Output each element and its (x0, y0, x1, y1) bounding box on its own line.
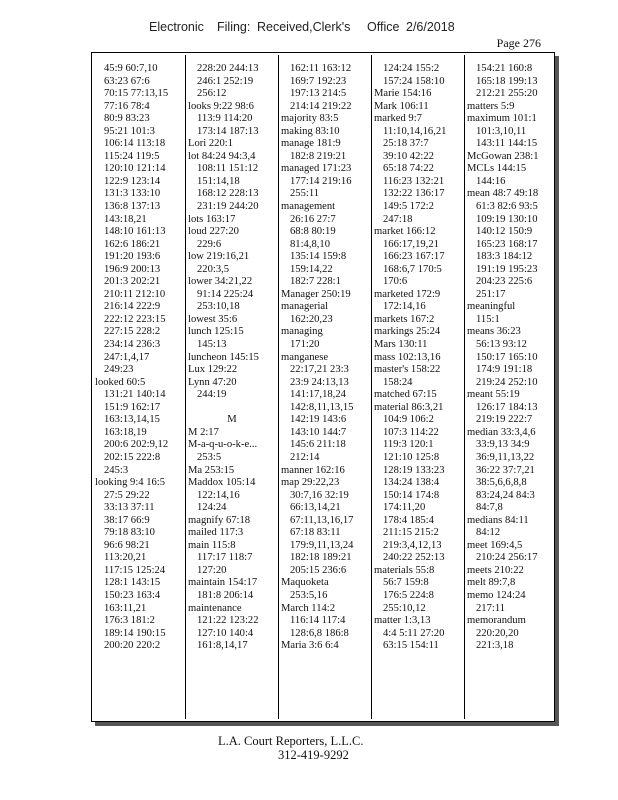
index-entry: 219:24 252:10 (476, 376, 538, 388)
index-entry: marked 9:7 (374, 113, 422, 125)
index-entry: 168:12 228:13 (197, 188, 259, 200)
index-entry: 150:14 174:8 (383, 489, 440, 501)
index-entry: manner 162:16 (281, 464, 345, 476)
index-entry: 162:20,23 (290, 313, 333, 325)
index-entry: 151:14,18 (197, 175, 240, 187)
index-entry: 150:17 165:10 (476, 351, 538, 363)
index-column-1 (95, 63, 183, 653)
index-entry: Ma 253:15 (188, 464, 235, 476)
index-entry: 81:4,8,10 (290, 238, 331, 250)
index-entry: 162:6 186:21 (104, 238, 161, 250)
index-entry: 145:6 211:18 (290, 439, 346, 451)
index-entry: map 29:22,23 (281, 477, 340, 489)
index-entry: 217:11 (476, 602, 506, 614)
index-entry: manganese (281, 351, 329, 363)
index-entry: 67:11,13,16,17 (290, 514, 354, 526)
index-entry: 120:10 121:14 (104, 163, 166, 175)
index-entry: 161:8,14,17 (197, 640, 248, 652)
index-entry: Mars 130:11 (374, 339, 428, 351)
index-entry: 150:23 163:4 (104, 589, 161, 601)
index-entry: 181:8 206:14 (197, 589, 254, 601)
index-entry: 124:24 (197, 502, 227, 514)
index-entry: Maquoketa (281, 577, 329, 589)
index-entry: 115:24 119:5 (104, 150, 160, 162)
index-entry: luncheon 145:15 (188, 351, 259, 363)
index-entry: 182:18 189:21 (290, 552, 352, 564)
index-entry: 122:14,16 (197, 489, 240, 501)
index-entry: 162:11 163:12 (290, 63, 352, 74)
index-entry: matched 67:15 (374, 389, 437, 401)
index-entry: loud 227:20 (188, 226, 239, 238)
index-entry: 211:15 215:2 (383, 527, 439, 539)
index-entry: markings 25:24 (374, 326, 441, 338)
column-divider (278, 55, 279, 719)
index-letter-heading: M (227, 414, 237, 426)
index-entry: 227:15 228:2 (104, 326, 161, 338)
index-entry: 117:17 118:7 (197, 552, 253, 564)
index-entry: 119:3 120:1 (383, 439, 434, 451)
index-entry: Lori 220:1 (188, 138, 234, 150)
index-entry: 121:22 123:22 (197, 615, 259, 627)
index-entry: managing (281, 326, 323, 338)
index-entry: 212:14 (290, 451, 320, 463)
index-entry: 22:17,21 23:3 (290, 364, 349, 376)
index-entry: 144:16 (476, 175, 506, 187)
index-entry: 80:9 83:23 (104, 113, 150, 125)
index-entry: 221:3,18 (476, 640, 514, 652)
index-entry: 202:15 222:8 (104, 451, 161, 463)
index-entry: 96:6 98:21 (104, 539, 150, 551)
index-entry: 247:18 (383, 213, 413, 225)
index-entry: magnify 67:18 (188, 514, 251, 526)
header-filing: Filing: (217, 20, 251, 34)
index-entry: 148:10 161:13 (104, 226, 166, 238)
index-entry: 91:14 225:24 (197, 288, 254, 300)
index-entry: maintain 154:17 (188, 577, 258, 589)
index-entry: 219:3,4,12,13 (383, 539, 442, 551)
index-entry: 251:17 (476, 288, 506, 300)
column-divider (464, 55, 465, 719)
index-entry: 247:1,4,17 (104, 351, 150, 363)
index-entry: 165:18 199:13 (476, 75, 538, 87)
index-entry: 106:14 113:18 (104, 138, 166, 150)
index-entry: 30:7,16 32:19 (290, 489, 349, 501)
index-entry: manage 181:9 (281, 138, 341, 150)
index-entry: 157:24 158:10 (383, 75, 445, 87)
index-entry: 200:20 220:2 (104, 640, 161, 652)
index-entry: 65:18 74:22 (383, 163, 434, 175)
index-entry: 11:10,14,16,21 (383, 125, 447, 137)
index-entry: 176:3 181:2 (104, 615, 155, 627)
index-entry: 70:15 77:13,15 (104, 88, 169, 100)
index-entry: lots 163:17 (188, 213, 236, 225)
index-entry: 163:11,21 (104, 602, 147, 614)
index-entry: 165:23 168:17 (476, 238, 538, 250)
index-entry: 204:23 225:6 (476, 276, 533, 288)
index-entry: 117:15 125:24 (104, 564, 166, 576)
index-entry: 67:18 83:11 (290, 527, 341, 539)
index-entry: 210:24 256:17 (476, 552, 538, 564)
index-entry: 36:9,11,13,22 (476, 451, 535, 463)
index-entry: 121:10 125:8 (383, 451, 440, 463)
footer-phone: 312-419-9292 (278, 748, 349, 762)
index-entry: 253:5 (197, 451, 222, 463)
index-entry: 219:19 222:7 (476, 414, 533, 426)
index-entry: lower 34:21,22 (188, 276, 253, 288)
index-entry: marketed 172:9 (374, 288, 441, 300)
index-entry: 127:10 140:4 (197, 627, 254, 639)
index-entry: meet 169:4,5 (467, 539, 523, 551)
index-entry: 168:6,7 170:5 (383, 263, 442, 275)
index-entry: lot 84:24 94:3,4 (188, 150, 256, 162)
index-entry: 128:6,8 186:8 (290, 627, 349, 639)
index-entry: means 36:23 (467, 326, 521, 338)
index-entry: 101:3,10,11 (476, 125, 527, 137)
index-entry: 132:22 136:17 (383, 188, 445, 200)
index-entry: 174:9 191:18 (476, 364, 533, 376)
index-entry: 231:19 244:20 (197, 201, 259, 213)
index-entry: 205:15 236:6 (290, 564, 347, 576)
index-entry: 170:6 (383, 276, 408, 288)
index-entry: 197:13 214:5 (290, 88, 347, 100)
index-entry: 253:5,16 (290, 589, 328, 601)
index-entry: Manager 250:19 (281, 288, 351, 300)
index-entry: 228:20 244:13 (197, 63, 259, 74)
index-entry: 25:18 37:7 (383, 138, 429, 150)
index-entry: 115:1 (476, 313, 500, 325)
index-entry: 172:14,16 (383, 301, 426, 313)
index-entry: looks 9:22 98:6 (188, 100, 254, 112)
index-entry: 201:3 202:21 (104, 276, 161, 288)
index-entry: 222:12 223:15 (104, 313, 166, 325)
index-entry: managerial (281, 301, 329, 313)
index-entry: looking 9:4 16:5 (95, 477, 166, 489)
index-entry: mailed 117:3 (188, 527, 244, 539)
index-entry: management (281, 201, 336, 213)
index-entry: 234:14 236:3 (104, 339, 161, 351)
index-entry: 104:9 106:2 (383, 414, 434, 426)
index-column-5 (467, 63, 555, 653)
index-entry: material 86:3,21 (374, 401, 444, 413)
index-entry: 77:16 78:4 (104, 100, 150, 112)
index-entry: 83:24,24 84:3 (476, 489, 535, 501)
index-entry: 154:21 160:8 (476, 63, 533, 74)
index-entry: maintenance (188, 602, 242, 614)
index-column-4 (374, 63, 462, 653)
index-entry: 256:12 (197, 88, 227, 100)
index-entry: mean 48:7 49:18 (467, 188, 539, 200)
index-entry: meets 210:22 (467, 564, 524, 576)
index-entry: Maddox 105:14 (188, 477, 256, 489)
index-entry: 126:17 184:13 (476, 401, 538, 413)
index-entry: 143:11 144:15 (476, 138, 538, 150)
index-entry: 109:19 130:10 (476, 213, 538, 225)
column-divider (185, 55, 186, 719)
index-entry: 214:14 219:22 (290, 100, 352, 112)
index-entry: 163:13,14,15 (104, 414, 160, 426)
index-entry: 158:24 (383, 376, 413, 388)
index-entry: 229:6 (197, 238, 222, 250)
index-entry: Maria 3:6 6:4 (281, 640, 339, 652)
index-entry: 56:7 159:8 (383, 577, 429, 589)
index-entry: 166:23 167:17 (383, 251, 445, 263)
index-entry: 255:10,12 (383, 602, 426, 614)
index-entry: 56:13 93:12 (476, 339, 527, 351)
header-electronic: Electronic (149, 20, 204, 34)
index-entry: 143:18,21 (104, 213, 147, 225)
index-entry: 169:7 192:23 (290, 75, 347, 87)
index-entry: 131:3 133:10 (104, 188, 161, 200)
index-entry: 68:8 80:19 (290, 226, 336, 238)
index-entry: 140:12 150:9 (476, 226, 533, 238)
index-entry: 171:20 (290, 339, 320, 351)
index-entry: 116:14 117:4 (290, 615, 346, 627)
index-entry: 113:20,21 (104, 552, 147, 564)
index-entry: 113:9 114:20 (197, 113, 253, 125)
index-entry: meaningful (467, 301, 516, 313)
index-entry: 249:23 (104, 364, 134, 376)
index-entry: 220:20,20 (476, 627, 519, 639)
index-entry: M-a-q-u-o-k-e... (188, 439, 258, 451)
index-entry: 163:18,19 (104, 426, 147, 438)
index-entry: 191:19 195:23 (476, 263, 538, 275)
index-entry: 179:9,11,13,24 (290, 539, 354, 551)
index-entry: 174:11,20 (383, 502, 426, 514)
index-entry: 124:24 155:2 (383, 63, 440, 74)
index-entry: main 115:8 (188, 539, 236, 551)
index-entry: 27:5 29:22 (104, 489, 150, 501)
index-entry: 142:19 143:6 (290, 414, 347, 426)
header-office: Office (367, 20, 400, 34)
index-entry: lowest 35:6 (188, 313, 238, 325)
index-entry: memorandum (467, 615, 526, 627)
header-date: 2/6/2018 (406, 20, 455, 34)
index-entry: 159:14,22 (290, 263, 333, 275)
index-entry: 122:9 123:14 (104, 175, 161, 187)
index-entry: lunch 125:15 (188, 326, 244, 338)
index-entry: 210:11 212:10 (104, 288, 166, 300)
index-entry: 36:22 37:7,21 (476, 464, 535, 476)
column-divider (371, 55, 372, 719)
index-entry: 255:11 (290, 188, 320, 200)
index-entry: 182:7 228:1 (290, 276, 341, 288)
index-entry: 166:17,19,21 (383, 238, 439, 250)
index-entry: looked 60:5 (95, 376, 146, 388)
index-entry: majority 83:5 (281, 113, 339, 125)
index-entry: 66:13,14,21 (290, 502, 341, 514)
index-entry: 128:1 143:15 (104, 577, 161, 589)
index-frame (91, 52, 555, 722)
index-entry: 245:3 (104, 464, 129, 476)
index-entry: mass 102:13,16 (374, 351, 441, 363)
index-entry: M 2:17 (188, 426, 219, 438)
index-entry: low 219:16,21 (188, 251, 250, 263)
index-entry: 134:24 138:4 (383, 477, 440, 489)
index-entry: 61:3 82:6 93:5 (476, 201, 538, 213)
index-entry: 38:5,6,6,8,8 (476, 477, 527, 489)
index-column-3 (281, 63, 369, 653)
index-entry: Lynn 47:20 (188, 376, 237, 388)
index-entry: 136:8 137:13 (104, 201, 161, 213)
index-entry: 196:9 200:13 (104, 263, 161, 275)
index-entry: 178:4 185:4 (383, 514, 434, 526)
index-entry: 131:21 140:14 (104, 389, 166, 401)
index-entry: MCLs 144:15 (467, 163, 527, 175)
index-entry: managed 171:23 (281, 163, 352, 175)
index-entry: 107:3 114:22 (383, 426, 439, 438)
index-entry: 116:23 132:21 (383, 175, 445, 187)
index-entry: 244:19 (197, 389, 227, 401)
index-entry: meant 55:19 (467, 389, 520, 401)
index-entry: melt 89:7,8 (467, 577, 516, 589)
index-entry: 84:12 (476, 527, 501, 539)
index-entry: Mark 106:11 (374, 100, 429, 112)
index-entry: 23:9 24:13,13 (290, 376, 349, 388)
index-entry: 135:14 159:8 (290, 251, 347, 263)
index-entry: 127:20 (197, 564, 227, 576)
index-entry: 183:3 184:12 (476, 251, 533, 263)
index-entry: 216:14 222:9 (104, 301, 161, 313)
index-entry: 200:6 202:9,12 (104, 439, 169, 451)
index-entry: 39:10 42:22 (383, 150, 434, 162)
index-entry: 143:10 144:7 (290, 426, 347, 438)
index-entry: Lux 129:22 (188, 364, 238, 376)
index-entry: 212:21 255:20 (476, 88, 538, 100)
index-entry: 79:18 83:10 (104, 527, 155, 539)
index-entry: memo 124:24 (467, 589, 526, 601)
index-entry: Marie 154:16 (374, 88, 432, 100)
index-entry: 142:8,11,13,15 (290, 401, 354, 413)
index-entry: market 166:12 (374, 226, 436, 238)
index-entry: markets 167:2 (374, 313, 435, 325)
index-entry: median 33:3,4,6 (467, 426, 536, 438)
index-entry: 246:1 252:19 (197, 75, 254, 87)
index-entry: materials 55:8 (374, 564, 435, 576)
index-entry: 33:9,13 34:9 (476, 439, 530, 451)
index-entry: 63:15 154:11 (383, 640, 439, 652)
page-number: Page 276 (496, 36, 541, 50)
index-entry: 141:17,18,24 (290, 389, 346, 401)
index-entry: 176:5 224:8 (383, 589, 434, 601)
index-entry: matters 5:9 (467, 100, 515, 112)
index-entry: matter 1:3,13 (374, 615, 431, 627)
index-entry: 220:3,5 (197, 263, 230, 275)
index-entry: 182:8 219:21 (290, 150, 347, 162)
index-entry: 4:4 5:11 27:20 (383, 627, 445, 639)
index-entry: 84:7,8 (476, 502, 503, 514)
index-entry: 26:16 27:7 (290, 213, 336, 225)
index-entry: 149:5 172:2 (383, 201, 434, 213)
index-entry: maximum 101:1 (467, 113, 537, 125)
index-entry: March 114:2 (281, 602, 336, 614)
index-entry: medians 84:11 (467, 514, 529, 526)
index-entry: 38:17 66:9 (104, 514, 150, 526)
index-entry: making 83:10 (281, 125, 340, 137)
index-entry: 128:19 133:23 (383, 464, 445, 476)
index-entry: 95:21 101:3 (104, 125, 155, 137)
index-entry: 173:14 187:13 (197, 125, 259, 137)
index-entry: 33:13 37:11 (104, 502, 155, 514)
index-entry: 151:9 162:17 (104, 401, 161, 413)
index-entry: 189:14 190:15 (104, 627, 166, 639)
index-entry: master's 158:22 (374, 364, 441, 376)
index-entry: McGowan 238:1 (467, 150, 539, 162)
index-entry: 108:11 151:12 (197, 163, 259, 175)
index-entry: 45:9 60:7,10 (104, 63, 158, 74)
footer-company: L.A. Court Reporters, L.L.C. (218, 734, 364, 748)
index-entry: 177:14 219:16 (290, 175, 352, 187)
index-entry: 145:13 (197, 339, 227, 351)
index-entry: 253:10,18 (197, 301, 240, 313)
index-entry: 191:20 193:6 (104, 251, 161, 263)
index-column-2 (188, 63, 276, 653)
header-received: Received,Clerk's (257, 20, 351, 34)
index-entry (188, 402, 276, 415)
index-entry: 240:22 252:13 (383, 552, 445, 564)
index-entry: 63:23 67:6 (104, 75, 150, 87)
